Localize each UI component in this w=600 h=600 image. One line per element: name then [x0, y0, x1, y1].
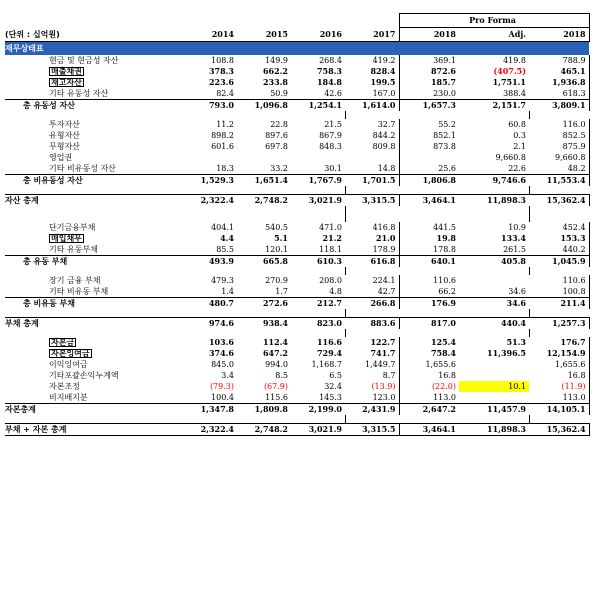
cell-value: 125.4	[399, 337, 459, 348]
cell-value: 224.1	[372, 276, 396, 285]
cell-value: 230.0	[399, 88, 459, 100]
cell-value: 3,315.5	[345, 195, 399, 207]
cell-value: 844.2	[372, 131, 396, 140]
cell-value	[237, 152, 291, 163]
table-row	[5, 286, 589, 298]
cell-value: (22.0)	[399, 381, 459, 392]
row-label: 기타 비유동성 자산	[49, 164, 116, 173]
cell-value: 103.6	[208, 337, 234, 347]
cell-value: 149.9	[265, 56, 288, 65]
cell-value: 268.4	[319, 56, 342, 65]
cell-value: 42.7	[377, 287, 396, 296]
year-header: 2016	[291, 28, 345, 42]
cell-value: 852.1	[399, 130, 459, 141]
cell-value: 440.2	[529, 244, 589, 256]
section-title: 재무상태표	[5, 42, 589, 56]
cell-value: 34.6	[508, 287, 526, 296]
cell-value: 208.0	[319, 276, 342, 285]
table-row	[5, 55, 589, 66]
cell-value: 1,614.0	[345, 100, 399, 112]
row-label: 총 유동성 자산	[5, 100, 183, 112]
cell-value: 873.8	[399, 141, 459, 152]
cell-value: 440.4	[459, 318, 529, 330]
spacer-row	[5, 329, 589, 337]
cell-value: 480.7	[183, 298, 237, 310]
table-row	[5, 275, 589, 286]
cell-value: 3.4	[221, 371, 234, 380]
cell-value: 50.9	[270, 89, 288, 98]
cell-value: 2,199.0	[291, 404, 345, 416]
row-label-box: 매입채무	[51, 234, 82, 243]
cell-value: 48.2	[529, 163, 589, 175]
cell-value: 33.2	[270, 164, 288, 173]
row-label: 기타 유동성 자산	[49, 89, 109, 98]
row-label: 자본조정	[49, 382, 80, 391]
row-label: 투자자산	[49, 120, 80, 129]
cell-value: 994.0	[265, 360, 288, 369]
cell-value: 115.6	[265, 393, 288, 402]
cell-value: 4.4	[220, 233, 234, 243]
pro-forma-title: Pro Forma	[399, 14, 589, 28]
cell-value: 852.5	[529, 130, 589, 141]
table-row	[5, 359, 589, 370]
cell-value: 4.8	[329, 287, 342, 296]
table-row	[5, 119, 589, 130]
cell-value: 167.0	[372, 89, 396, 98]
spacer-row	[5, 186, 589, 195]
table-row	[5, 77, 589, 88]
row-label	[5, 77, 183, 88]
cell-value: (11.9)	[529, 381, 589, 392]
cell-value: 3,464.1	[399, 424, 459, 436]
cell-value: 897.6	[265, 131, 288, 140]
cell-value: 809.8	[372, 142, 396, 151]
cell-value: 2.1	[513, 142, 526, 151]
cell-value: 1.4	[221, 287, 234, 296]
row-label: 부채 + 자본 총계	[5, 424, 183, 436]
year-header: 2018	[399, 28, 459, 42]
cell-value: 823.0	[291, 318, 345, 330]
cell-value: 610.3	[291, 256, 345, 268]
cell-value: 758.3	[316, 66, 342, 76]
table-row	[5, 348, 589, 359]
cell-value: 0.3	[513, 131, 526, 140]
cell-value: 758.4	[399, 348, 459, 359]
cell-value: 51.3	[506, 337, 526, 347]
cell-value: 178.9	[372, 245, 396, 254]
cell-value: 11,396.5	[487, 348, 526, 358]
cell-value: 21.5	[324, 120, 342, 129]
cell-value: 9,746.6	[459, 175, 529, 187]
cell-value: 9,660.8	[529, 152, 589, 163]
cell-value: 405.8	[459, 256, 529, 268]
table-row	[5, 233, 589, 244]
cell-value: 233.8	[262, 77, 288, 87]
cell-value: 419.8	[503, 56, 526, 65]
cell-value: 2,322.4	[183, 195, 237, 207]
cell-value: 540.5	[265, 223, 288, 232]
cell-value: 122.7	[370, 337, 396, 347]
cell-value: 1,767.9	[291, 175, 345, 187]
cell-value: 1,254.1	[291, 100, 345, 112]
table-row	[5, 100, 589, 112]
row-label	[5, 233, 183, 244]
spacer-row	[5, 214, 589, 222]
cell-value: 3,021.9	[291, 195, 345, 207]
cell-value: 8.7	[382, 371, 396, 380]
cell-value: 199.5	[370, 77, 396, 87]
cell-value: 867.9	[319, 131, 342, 140]
cell-value: (13.9)	[371, 382, 396, 391]
cell-value: 85.5	[216, 245, 234, 254]
table-row	[5, 424, 589, 436]
row-label: 자산 총계	[5, 195, 183, 207]
cell-value	[459, 392, 529, 404]
cell-value: 1.7	[275, 287, 288, 296]
cell-value	[345, 152, 399, 163]
cell-value: 416.8	[372, 223, 396, 232]
cell-value: 212.7	[291, 298, 345, 310]
balance-sheet	[5, 13, 589, 436]
pro-forma-header-row	[5, 14, 589, 28]
balance-sheet-table	[5, 13, 590, 436]
cell-value: 22.8	[270, 120, 288, 129]
cell-value	[459, 275, 529, 286]
cell-value: 113.0	[529, 392, 589, 404]
cell-value: 223.6	[208, 77, 234, 87]
cell-value: 185.7	[399, 77, 459, 88]
cell-value: 883.6	[345, 318, 399, 330]
cell-value: (407.5)	[493, 66, 526, 76]
spacer-row	[5, 206, 589, 214]
cell-value: 113.0	[399, 392, 459, 404]
cell-value: 741.7	[370, 348, 396, 358]
row-label-box: 재고자산	[51, 78, 82, 87]
row-label-box: 자본금	[51, 338, 75, 347]
row-label: 총 유동 부채	[5, 256, 183, 268]
cell-value: 112.4	[262, 337, 288, 347]
cell-value: 266.8	[345, 298, 399, 310]
cell-value: 32.4	[324, 382, 342, 391]
cell-value: 2,431.9	[345, 404, 399, 416]
spacer-row	[5, 309, 589, 318]
spacer-row	[5, 267, 589, 275]
cell-value: 9,660.8	[495, 153, 526, 162]
cell-value: 1,651.4	[237, 175, 291, 187]
row-label: 유형자산	[49, 131, 80, 140]
cell-value: 1,657.3	[399, 100, 459, 112]
cell-value: 452.4	[529, 222, 589, 233]
cell-value: 66.2	[399, 286, 459, 298]
spacer-row	[5, 415, 589, 424]
section-bar	[5, 42, 589, 56]
cell-value: 34.6	[459, 298, 529, 310]
cell-value: 145.3	[319, 393, 342, 402]
row-label-box: 매출채권	[51, 67, 82, 76]
cell-value: 938.4	[237, 318, 291, 330]
cell-value: 11,898.3	[459, 424, 529, 436]
cell-value: 261.5	[503, 245, 526, 254]
cell-value: 2,647.2	[399, 404, 459, 416]
row-label: 기타포괄손익누계액	[49, 371, 119, 380]
cell-value: 3,464.1	[399, 195, 459, 207]
cell-value: 15,362.4	[529, 195, 589, 207]
table-row	[5, 130, 589, 141]
cell-value: 3,021.9	[291, 424, 345, 436]
cell-value: 845.0	[211, 360, 234, 369]
table-row	[5, 298, 589, 310]
cell-value: 441.5	[399, 222, 459, 233]
cell-value: 18.3	[216, 164, 234, 173]
cell-value: 479.3	[211, 276, 234, 285]
cell-value: 16.8	[399, 370, 459, 381]
cell-value: (79.3)	[209, 382, 234, 391]
cell-value: 465.1	[529, 66, 589, 77]
cell-value: 118.1	[319, 245, 342, 254]
cell-value: 419.2	[372, 56, 396, 65]
table-row	[5, 195, 589, 207]
row-label: 비지배지분	[49, 393, 88, 402]
cell-value: 176.9	[399, 298, 459, 310]
cell-value: 12,154.9	[529, 348, 589, 359]
row-label: 총 비유동성 자산	[5, 175, 183, 187]
cell-value: 793.0	[183, 100, 237, 112]
cell-value: 25.6	[399, 163, 459, 175]
cell-value: 176.7	[529, 337, 589, 348]
year-header: 2017	[345, 28, 399, 42]
cell-value: 133.4	[500, 233, 526, 243]
unit-label: (단위 : 십억원)	[5, 28, 183, 42]
row-label-box: 자본잉여금	[51, 349, 90, 358]
cell-value: 1,751.1	[492, 77, 526, 87]
cell-value: 178.8	[399, 244, 459, 256]
row-label	[5, 337, 183, 348]
cell-value: 1,806.8	[399, 175, 459, 187]
cell-value: 374.6	[208, 348, 234, 358]
spacer-row	[5, 111, 589, 119]
cell-value: 662.2	[262, 66, 288, 76]
table-row	[5, 404, 589, 416]
cell-value: 1,045.9	[529, 256, 589, 268]
cell-value: 270.9	[265, 276, 288, 285]
cell-value: 2,151.7	[459, 100, 529, 112]
year-header: 2015	[237, 28, 291, 42]
cell-value	[183, 152, 237, 163]
row-label	[5, 66, 183, 77]
year-header-row	[5, 28, 589, 42]
cell-value: 14.8	[377, 164, 396, 173]
cell-value: 817.0	[399, 318, 459, 330]
year-header: Adj.	[459, 28, 529, 42]
cell-value: 116.0	[529, 119, 589, 130]
cell-value: 1,347.8	[183, 404, 237, 416]
cell-value: 1,655.6	[529, 359, 589, 370]
cell-value: 1,529.3	[183, 175, 237, 187]
table-row	[5, 141, 589, 152]
cell-value	[459, 370, 529, 381]
cell-value: 1,655.6	[399, 359, 459, 370]
cell-value: 729.4	[316, 348, 342, 358]
cell-value: 3,809.1	[529, 100, 589, 112]
cell-value: 110.6	[529, 275, 589, 286]
cell-value: 184.8	[316, 77, 342, 87]
cell-value: 697.8	[265, 142, 288, 151]
cell-value: 404.1	[211, 223, 234, 232]
cell-value: 108.8	[211, 56, 234, 65]
cell-value: 21.2	[322, 233, 342, 243]
cell-value: 898.2	[211, 131, 234, 140]
row-label	[5, 348, 183, 359]
cell-value: 11,457.9	[459, 404, 529, 416]
cell-value: 6.5	[329, 371, 342, 380]
cell-value: 974.6	[183, 318, 237, 330]
cell-value: 1,701.5	[345, 175, 399, 187]
cell-value: 1,809.8	[237, 404, 291, 416]
cell-value: 369.1	[399, 55, 459, 66]
cell-value: 153.3	[529, 233, 589, 244]
cell-value: 493.9	[183, 256, 237, 268]
table-row	[5, 244, 589, 256]
cell-value: 828.4	[370, 66, 396, 76]
cell-value: (67.9)	[263, 382, 288, 391]
row-label: 총 비유동 부채	[5, 298, 183, 310]
cell-value: 211.4	[529, 298, 589, 310]
cell-value: 378.3	[208, 66, 234, 76]
row-label: 부채 총계	[5, 318, 183, 330]
table-row	[5, 66, 589, 77]
cell-value: 22.6	[508, 164, 526, 173]
table-row	[5, 222, 589, 233]
row-label: 무형자산	[49, 142, 80, 151]
cell-value: 110.6	[399, 275, 459, 286]
table-row	[5, 370, 589, 381]
cell-value: 616.8	[345, 256, 399, 268]
cell-value: 1,936.8	[529, 77, 589, 88]
cell-value: 60.8	[508, 120, 526, 129]
cell-value: 123.0	[372, 393, 396, 402]
table-row	[5, 88, 589, 100]
cell-value: 11.2	[216, 120, 234, 129]
cell-value: 100.4	[211, 393, 234, 402]
row-label: 현금 및 현금성 자산	[49, 56, 119, 65]
cell-value: 10.9	[508, 223, 526, 232]
cell-value: 647.2	[262, 348, 288, 358]
cell-value: 601.6	[211, 142, 234, 151]
table-row	[5, 318, 589, 330]
cell-value: 32.7	[377, 120, 396, 129]
cell-value: 640.1	[399, 256, 459, 268]
cell-value: 1,449.7	[364, 360, 396, 369]
cell-value	[399, 152, 459, 163]
table-row	[5, 152, 589, 163]
cell-value: 1,096.8	[237, 100, 291, 112]
cell-value: 42.6	[324, 89, 342, 98]
table-row	[5, 175, 589, 187]
cell-value: 272.6	[237, 298, 291, 310]
row-label: 영업권	[49, 153, 73, 162]
cell-value: 14,105.1	[529, 404, 589, 416]
cell-value	[459, 359, 529, 370]
row-label: 기타 비유동 부채	[49, 287, 109, 296]
cell-value: 82.4	[216, 89, 234, 98]
cell-value: 471.0	[319, 223, 342, 232]
row-label: 자본총계	[5, 404, 183, 416]
year-header: 2018	[529, 28, 589, 42]
row-label: 장기 금융 부채	[49, 276, 101, 285]
cell-value: 2,748.2	[237, 424, 291, 436]
cell-value: 2,322.4	[183, 424, 237, 436]
cell-value: 10.1	[459, 381, 529, 392]
year-header: 2014	[183, 28, 237, 42]
row-label: 이익잉여금	[49, 360, 88, 369]
cell-value: 665.8	[237, 256, 291, 268]
cell-value: 55.2	[399, 119, 459, 130]
cell-value: 16.8	[529, 370, 589, 381]
cell-value: 2,748.2	[237, 195, 291, 207]
row-label: 기타 유동부채	[49, 245, 98, 254]
table-row	[5, 392, 589, 404]
cell-value: 15,362.4	[529, 424, 589, 436]
table-row	[5, 381, 589, 392]
cell-value: 116.6	[316, 337, 342, 347]
table-row	[5, 256, 589, 268]
table-row	[5, 163, 589, 175]
cell-value: 848.3	[319, 142, 342, 151]
cell-value: 618.3	[529, 88, 589, 100]
cell-value: 11,898.3	[459, 195, 529, 207]
cell-value: 872.6	[399, 66, 459, 77]
cell-value: 19.8	[399, 233, 459, 244]
cell-value: 11,553.4	[529, 175, 589, 187]
cell-value: 100.8	[529, 286, 589, 298]
cell-value: 3,315.5	[345, 424, 399, 436]
cell-value: 30.1	[324, 164, 342, 173]
cell-value: 875.9	[529, 141, 589, 152]
cell-value: 21.0	[376, 233, 396, 243]
row-label: 단기금융부채	[49, 223, 96, 232]
cell-value	[291, 152, 345, 163]
table-row	[5, 337, 589, 348]
cell-value: 1,168.7	[311, 360, 342, 369]
cell-value: 788.9	[529, 55, 589, 66]
cell-value: 5.1	[274, 233, 288, 243]
cell-value: 120.1	[265, 245, 288, 254]
cell-value: 8.5	[275, 371, 288, 380]
cell-value: 1,257.3	[529, 318, 589, 330]
cell-value: 388.4	[503, 89, 526, 98]
